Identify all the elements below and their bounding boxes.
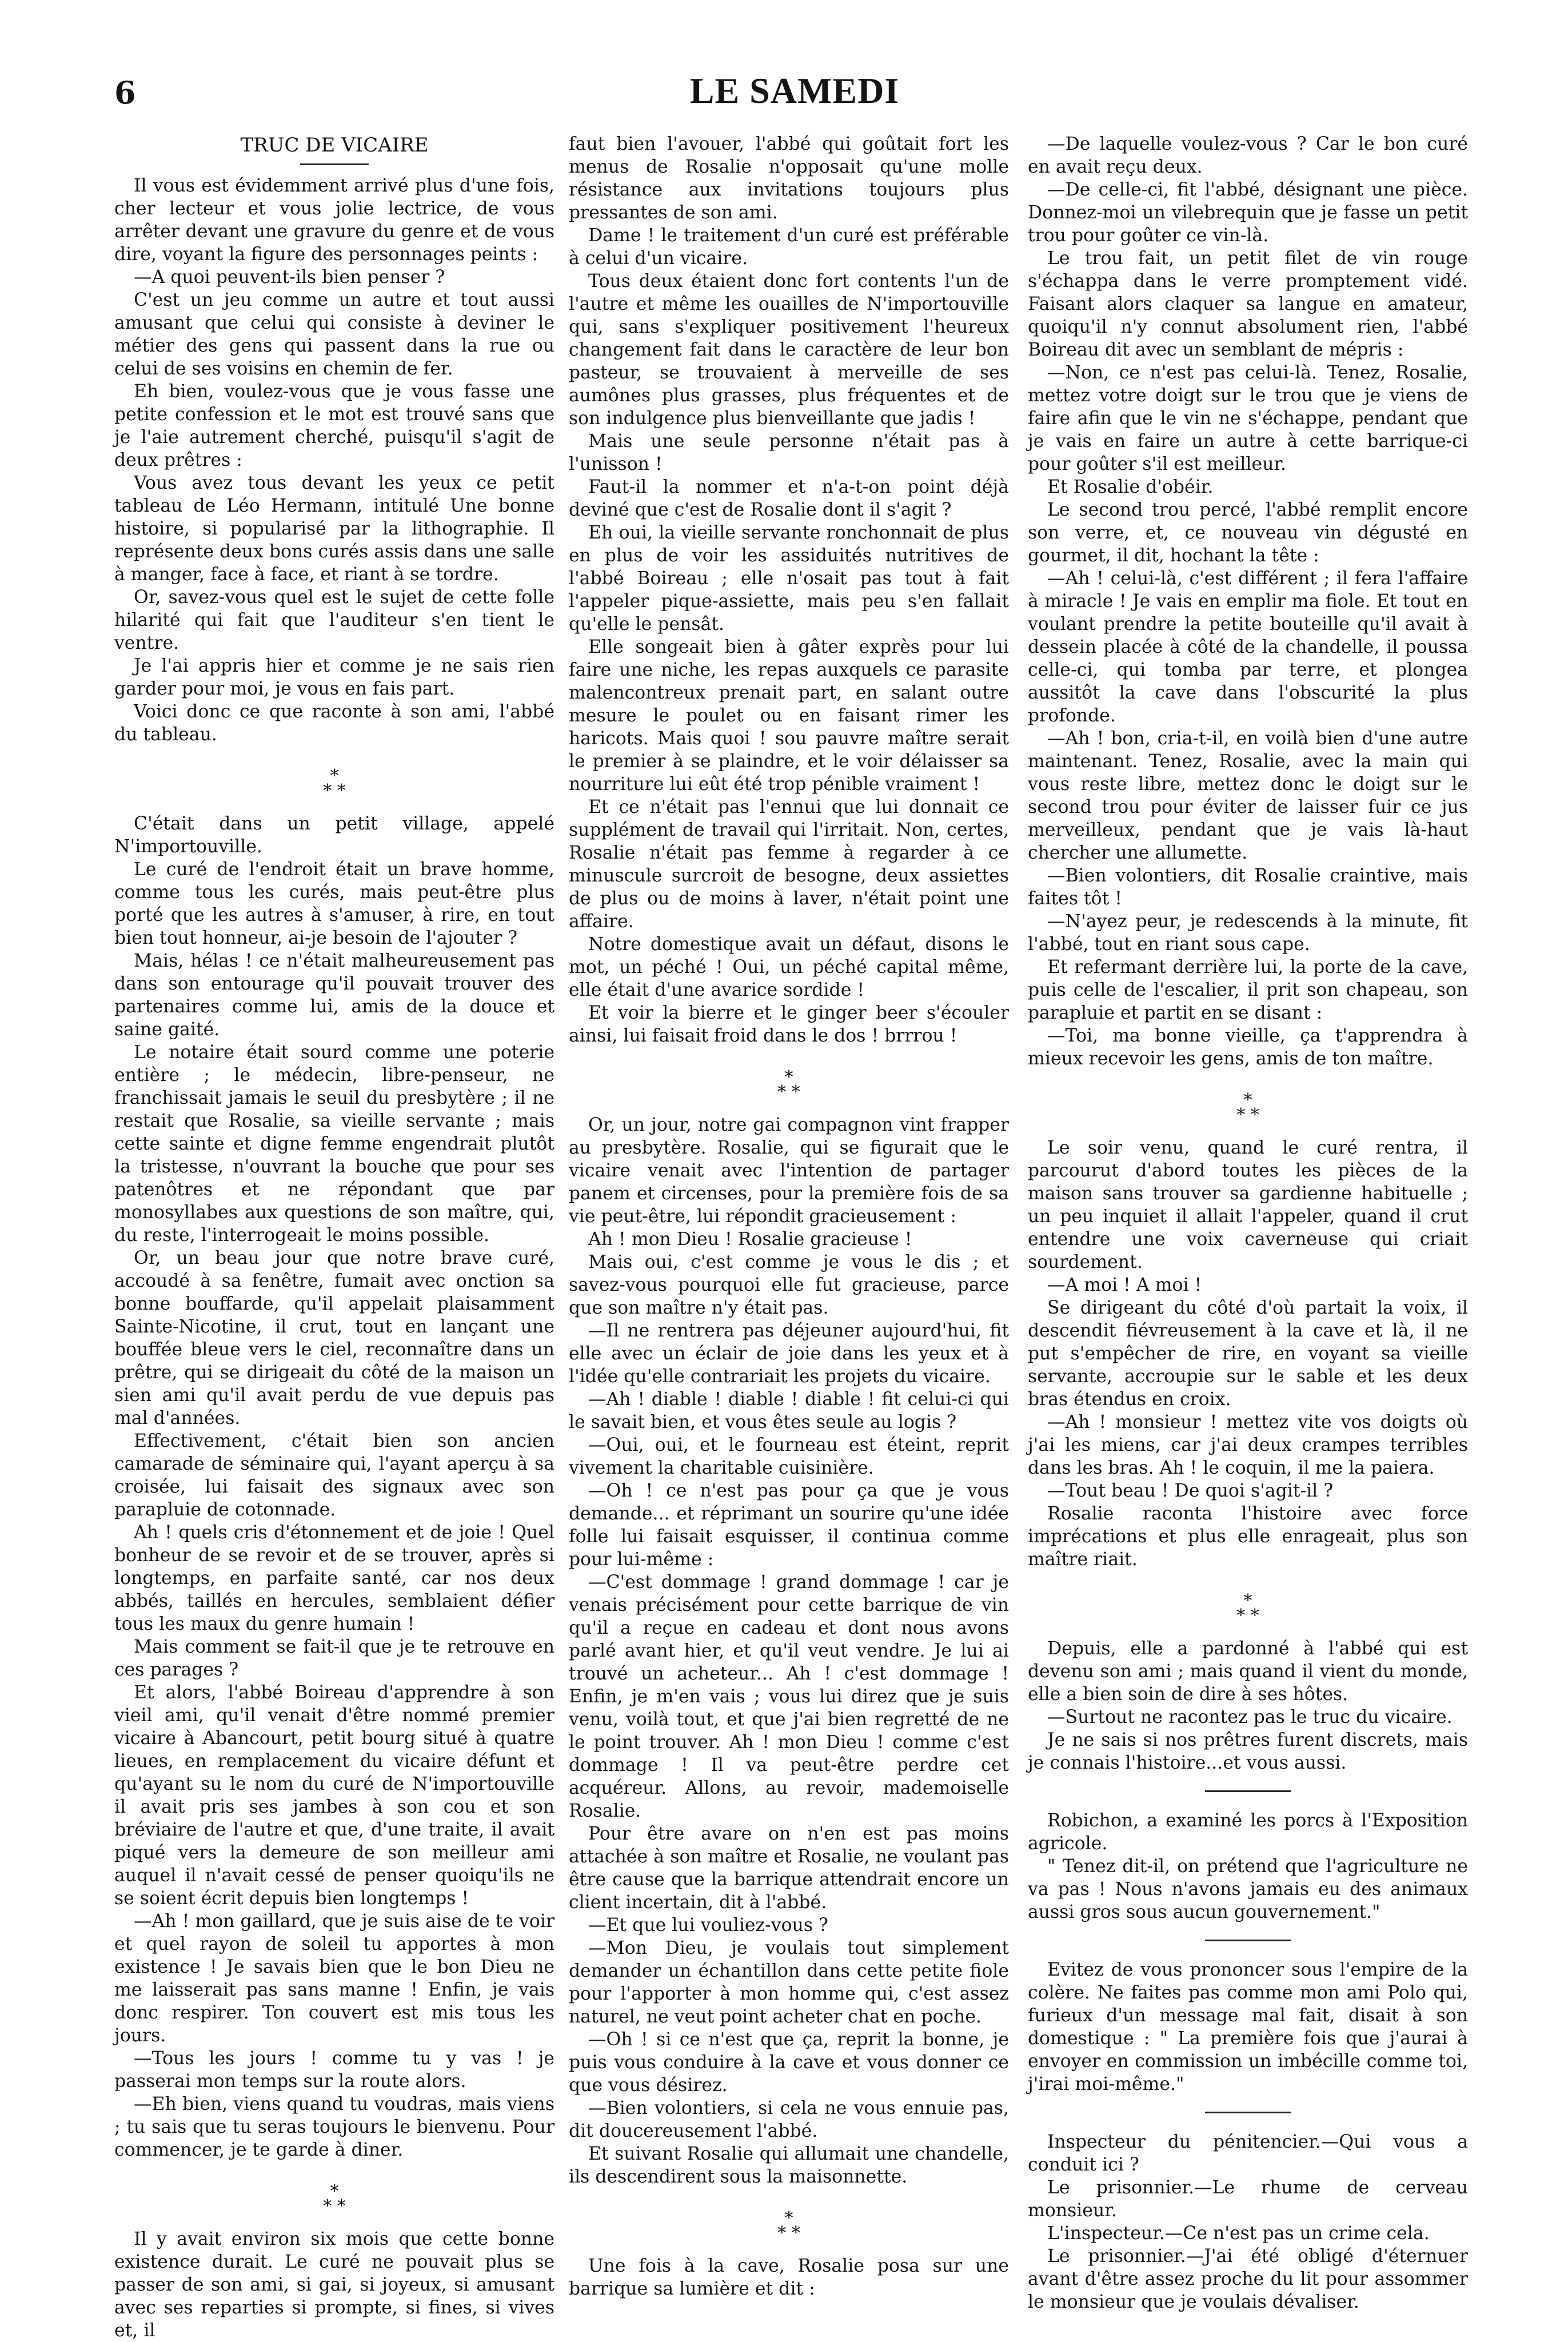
paragraph: Je l'ai appris hier et comme je ne sais rien garder pour moi, je vous en fais part. [114, 656, 554, 699]
paragraph: Se dirigeant du côté d'où partait la voix, il descendit fiévreusement à la cave et là, il ne put s'empêcher de rire, en voyant sa vieille servante, accroupie sur le sable et les deux bras étendus en croix. [1028, 1298, 1468, 1410]
paragraph: Evitez de vous prononcer sous l'empire de la colère. Ne faites pas comme mon ami Polo qui, furieux d'un message mal fait, disait à son domestique : " La première fois que j'aurai à envoyer en commission un imbécille comme toi, j'irai moi-même." [1028, 1960, 1468, 2094]
paragraph: " Tenez dit-il, on prétend que l'agriculture ne va pas ! Nous n'avons jamais eu des animaux aussi gros sous aucun gouvernement." [1028, 1856, 1468, 1922]
paragraph: Voici donc ce que raconte à son ami, l'abbé du tableau. [114, 701, 554, 745]
paragraph: C'était dans un petit village, appelé N'importouville. [114, 813, 554, 857]
paragraph: Dame ! le traitement d'un curé est préférable à celui d'un vicaire. [569, 225, 1009, 269]
paragraph: —Oui, oui, et le fourneau est éteint, reprit vivement la charitable cuisinière. [569, 1435, 1009, 1478]
paragraph: —Tous les jours ! comme tu y vas ! je passerai mon temps sur la route alors. [114, 2048, 554, 2092]
paragraph: —Toi, ma bonne vieille, ça t'apprendra à mieux recevoir les gens, amis de ton maître. [1028, 1026, 1468, 1069]
paragraph: Or, savez-vous quel est le sujet de cette folle hilarité qui fait que l'auditeur s'en tient le ventre. [114, 587, 554, 653]
paragraph: Et ce n'était pas l'ennui que lui donnait ce supplément de travail qui l'irritait. Non, certes, Rosalie n'était pas femme à regarder à ce minuscule surcroit de besogne, deux assiettes de plus ou de moins à laver, n'était point une affaire. [569, 797, 1009, 932]
column-3 [1028, 133, 1468, 2312]
paragraph: —Non, ce n'est pas celui-là. Tenez, Rosalie, mettez votre doigt sur le trou que je viens de faire afin que le vin ne s'échappe, pendant que je vais en faire un autre à cette barrique-ci pour goûter s'il est meilleur. [1028, 362, 1468, 474]
paragraph: Le prisonnier.—J'ai été obligé d'éternuer avant d'être assez proche du lit pour assommer le monsieur que je voulais dévaliser. [1028, 2246, 1468, 2312]
paragraph: —Ah ! celui-là, c'est différent ; il fera l'affaire à miracle ! Je vais en emplir ma fiole. Et tout en voulant prendre la petite bouteille qu'il avait à dessein placée à côté de la chandelle, il poussa celle-ci, qui tomba par terre, et plongea aussitôt la cave dans l'obscurité la plus profonde. [1028, 568, 1468, 726]
section-asterism: * * * [777, 2208, 800, 2243]
paragraph: Le second trou percé, l'abbé remplit encore son verre, et, ce nouveau vin dégusté en gourmet, il dit, hochant la tête : [1028, 500, 1468, 566]
paragraph: Rosalie raconta l'histoire avec force imprécations et plus elle enrageait, plus son maître riait. [1028, 1503, 1468, 1570]
section-asterism: * * * [1236, 1591, 1259, 1626]
paragraph: Or, un beau jour que notre brave curé, accoudé à sa fenêtre, fumait avec onction sa bonne bouffarde, qu'il appelait plaisamment Sainte-Nicotine, il crut, tout en lançant une bouffée bleue vers le ciel, reconnaître dans un prêtre, qui se dirigeait du côté de la maison un sien ami qu'il avait perdu de vue depuis pas mal d'années. [114, 1248, 554, 1429]
section-rule [1205, 1940, 1291, 1941]
paragraph: Le notaire était sourd comme une poterie entière ; le médecin, libre-penseur, ne franchissait jamais le seuil du presbytère ; il ne restait que Rosalie, sa vieille servante ; mais cette sainte et digne femme engendrait plutôt la tristesse, n'ouvrant la bouche que pour ses patenôtres et ne répondant que par monosyllabes aux questions de son maître, qui, du reste, l'interrogeait le moins possible. [114, 1042, 554, 1246]
paragraph: —Ah ! diable ! diable ! diable ! fit celui-ci qui le savait bien, et vous êtes seule au logis ? [569, 1389, 1009, 1433]
paragraph: Mais une seule personne n'était pas à l'unisson ! [569, 431, 1009, 474]
paragraph: Notre domestique avait un défaut, disons le mot, un péché ! Oui, un péché capital même, elle était d'une avarice sordide ! [569, 934, 1009, 1000]
paragraph: —De laquelle voulez-vous ? Car le bon curé en avait reçu deux. [1028, 134, 1468, 177]
paragraph: —Mon Dieu, je voulais tout simplement demander un échantillon dans cette petite fiole pour l'apporter à mon homme qui, c'est assez naturel, ne veut point acheter chat en poche. [569, 1938, 1009, 2027]
paragraph: Le soir venu, quand le curé rentra, il parcourut d'abord toutes les pièces de la maison sans trouver sa gardienne habituelle ; un peu inquiet il allait l'appeler, quand il crut entendre une voix caverneuse qui criait sourdement. [1028, 1138, 1468, 1272]
paragraph: Eh bien, voulez-vous que je vous fasse une petite confession et le mot est trouvé sans que je l'aie autrement cherché, puisqu'il s'agit de deux prêtres : [114, 381, 554, 470]
paragraph: Elle songeait bien à gâter exprès pour lui faire une niche, les repas auxquels ce parasite malencontreux prenait part, en salant outre mesure le poulet ou en faisant rimer les haricots. Mais quoi ! sou pauvre maître serait le premier à se plaindre, et le voir délaisser sa nourriture lui eût été trop pénible vraiment ! [569, 637, 1009, 795]
paragraph: —Ah ! monsieur ! mettez vite vos doigts où j'ai les miens, car j'ai deux crampes terribles dans les bras. Ah ! le coquin, il me la paiera. [1028, 1412, 1468, 1478]
page-number: 6 [114, 74, 136, 111]
section-rule [1205, 2112, 1291, 2113]
paragraph: —Oh ! ce n'est pas pour ça que je vous demande... et réprimant un sourire qu'une idée folle lui faisait esquisser, il continua comme pour lui-même : [569, 1481, 1009, 1570]
column-2 [569, 133, 1009, 2299]
masthead: LE SAMEDI [689, 70, 900, 111]
section-asterism: * * * [777, 1067, 800, 1102]
paragraph: Le curé de l'endroit était un brave homme, comme tous les curés, mais peut-être plus porté que les autres à s'amuser, à rire, en tout bien tout honneur, ai-je besoin de l'ajouter ? [114, 859, 554, 948]
paragraph: Et suivant Rosalie qui allumait une chandelle, ils descendirent sous la maisonnette. [569, 2144, 1009, 2187]
paragraph: Le prisonnier.—Le rhume de cerveau monsieur. [1028, 2177, 1468, 2221]
paragraph: Mais oui, c'est comme je vous le dis ; et savez-vous pourquoi elle fut gracieuse, parce que son maître n'y était pas. [569, 1252, 1009, 1318]
paragraph: Robichon, a examiné les porcs à l'Exposition agricole. [1028, 1810, 1468, 1854]
paragraph: Et voir la bierre et le ginger beer s'écouler ainsi, lui faisait froid dans le dos ! brrrou ! [569, 1003, 1009, 1046]
section-rule [1205, 1790, 1291, 1792]
paragraph: —Et que lui vouliez-vous ? [588, 1915, 828, 1936]
paragraph: Il vous est évidemment arrivé plus d'une fois, cher lecteur et vous jolie lectrice, de vous arrêter devant une gravure du genre et de vous dire, voyant la figure des personnages peints : [114, 175, 554, 265]
paragraph: —Ah ! bon, cria-t-il, en voilà bien d'une autre maintenant. Tenez, Rosalie, avec la main qui vous reste libre, mettez donc le doigt sur le second trou pour éviter de laisser fuir ce jus merveilleux, pendant que je vais là-haut chercher une allumette. [1028, 728, 1468, 863]
paragraph: Mais, hélas ! ce n'était malheureusement pas dans son entourage qu'il pouvait trouver des partenaires comme lui, amis de la douce et saine gaité. [114, 951, 554, 1040]
paragraph: L'inspecteur.—Ce n'est pas un crime cela. [1047, 2223, 1430, 2244]
paragraph: Vous avez tous devant les yeux ce petit tableau de Léo Hermann, intitulé Une bonne histoire, si popularisé par la lithographie. Il représente deux bons curés assis dans une salle à manger, face à face, et riant à se tordre. [114, 473, 554, 585]
paragraph: Or, un jour, notre gai compagnon vint frapper au presbytère. Rosalie, qui se figurait que le vicaire venait avec l'intention de partager panem et circenses, pour la première fois de sa vie peut-être, lui répondit gracieusement : [569, 1115, 1009, 1227]
paragraph: —De celle-ci, fit l'abbé, désignant une pièce. Donnez-moi un vilebrequin que je fasse un petit trou pour goûter ce vin-là. [1028, 179, 1468, 246]
paragraph: C'est un jeu comme un autre et tout aussi amusant que celui qui consiste à deviner le métier des gens qui passent dans la rue ou celui de ses voisins en chemin de fer. [114, 290, 554, 379]
paragraph: Mais comment se fait-il que je te retrouve en ces parages ? [114, 1637, 554, 1680]
paragraph: Il y avait environ six mois que cette bonne existence durait. Le curé ne pouvait plus se passer de son ami, si gai, si joyeux, si amusant avec ses reparties si prompte, si fines, si vives et, il [114, 2229, 554, 2341]
paragraph: —N'ayez peur, je redescends à la minute, fit l'abbé, tout en riant sous cape. [1028, 911, 1468, 955]
paragraph: Et alors, l'abbé Boireau d'apprendre à son vieil ami, qu'il venait d'être nommé premier vicaire à Abancourt, petit bourg situé à quatre lieues, en remplacement du vicaire défunt et qu'ayant su le nom du curé de N'importouville il avait pris ses jambes à son cou et son bréviaire de l'autre et que, d'une traite, il avait piqué vers la demeure de son meilleur ami auquel il n'avait cessé de penser quoiqu'ils ne se soient écrit depuis bien longtemps ! [114, 1682, 554, 1909]
paragraph: faut bien l'avouer, l'abbé qui goûtait fort les menus de Rosalie n'opposait qu'une molle résistance aux invitations toujours plus pressantes de son ami. [569, 134, 1009, 223]
section-asterism: * * * [323, 2181, 346, 2216]
paragraph: Le trou fait, un petit filet de vin rouge s'échappa dans le verre promptement vidé. Faisant alors claquer sa langue en amateur, quoiqu'il n'y connut absolument rien, l'abbé Boireau dit avec un semblant de mépris : [1028, 248, 1468, 360]
paragraph: —Oh ! si ce n'est que ça, reprit la bonne, je puis vous conduire à la cave et vous donner ce que vous désirez. [569, 2029, 1009, 2096]
paragraph: —Eh bien, viens quand tu voudras, mais viens ; tu sais que tu seras toujours le bienvenu. Pour commencer, je te garde à diner. [114, 2094, 554, 2160]
paragraph: Eh oui, la vieille servante ronchonnait de plus en plus de voir les assiduités nutritives de l'abbé Boireau ; elle n'osait pas tout à fait l'appeler pique-assiette, mais peu s'en fallait qu'elle le pensât. [569, 522, 1009, 635]
paragraph: Ah ! quels cris d'étonnement et de joie ! Quel bonheur de se revoir et de se trouver, après si longtemps, en parfaite santé, car nos deux abbés, taillés en hercules, semblaient défier tous les maux du genre humain ! [114, 1522, 554, 1634]
paragraph: —Il ne rentrera pas déjeuner aujourd'hui, fit elle avec un éclair de joie dans les yeux et à l'idée qu'elle contrariait les projets du vicaire. [569, 1320, 1009, 1387]
paragraph: Je ne sais si nos prêtres furent discrets, mais je connais l'histoire...et vous aussi. [1028, 1730, 1468, 1773]
paragraph: Pour être avare on n'en est pas moins attachée à son maître et Rosalie, ne voulant pas être cause que la barrique attendrait encore un client incertain, dit à l'abbé. [569, 1824, 1009, 1913]
paragraph: Faut-il la nommer et n'a-t-on point déjà deviné que c'est de Rosalie dont il s'agit ? [569, 477, 1009, 520]
column-1 [114, 133, 554, 2341]
paragraph: Et refermant derrière lui, la porte de la cave, puis celle de l'escalier, il prit son chapeau, son parapluie et partit en se disant : [1028, 957, 1468, 1023]
section-asterism: * * * [1236, 1090, 1259, 1125]
paragraph: Depuis, elle a pardonné à l'abbé qui est devenu son ami ; mais quand il vient du monde, elle a bien soin de dire à ses hôtes. [1028, 1638, 1468, 1705]
paragraph: —Surtout ne racontez pas le truc du vicaire. [1047, 1707, 1453, 1727]
paragraph: —Bien volontiers, dit Rosalie craintive, mais faites tôt ! [1028, 865, 1468, 909]
paragraph: —Bien volontiers, si cela ne vous ennuie pas, dit doucereusement l'abbé. [569, 2098, 1009, 2141]
page-header [114, 70, 1475, 126]
paragraph: Ah ! mon Dieu ! Rosalie gracieuse ! [588, 1229, 912, 1250]
paragraph: Effectivement, c'était bien son ancien camarade de séminaire qui, l'ayant aperçu à sa croisée, lui faisait des signaux avec son parapluie de cotonnade. [114, 1431, 554, 1520]
article-title: TRUC DE VICAIRE [240, 134, 429, 157]
paragraph: Tous deux étaient donc fort contents l'un de l'autre et même les ouailles de N'importouville qui, sans s'expliquer positivement l'heureux changement fait dans le caractère de leur bon pasteur, se trouvaient à merveille de ses aumônes plus grasses, plus fréquentes et de son indulgence plus bienveillante que jadis ! [569, 271, 1009, 429]
paragraph: —Ah ! mon gaillard, que je suis aise de te voir et quel rayon de soleil tu apportes à mon existence ! Je savais bien que le bon Dieu ne me laisserait pas sans manne ! Enfin, je vais donc respirer. Ton couvert est mis tous les jours. [114, 1911, 554, 2046]
paragraph: —A moi ! A moi ! [1047, 1275, 1202, 1295]
paragraph: Une fois à la cave, Rosalie posa sur une barrique sa lumière et dit : [569, 2256, 1009, 2299]
title-rule [300, 163, 369, 165]
paragraph: Inspecteur du pénitencier.—Qui vous a conduit ici ? [1028, 2132, 1468, 2175]
paragraph: —A quoi peuvent-ils bien penser ? [134, 267, 445, 288]
section-asterism: * * * [323, 766, 346, 801]
paragraph: —Tout beau ! De quoi s'agit-il ? [1047, 1481, 1334, 1501]
paragraph: Et Rosalie d'obéir. [1047, 477, 1214, 497]
paragraph: —C'est dommage ! grand dommage ! car je venais précisément pour cette barrique de vin qu'il a reçue en cadeau et dont nous avons parlé avant hier, et qu'il veut vendre. Je lui ai trouvé un acheteur... Ah ! c'est dommage ! Enfin, je m'en vais ; vous lui direz que je suis venu, voilà tout, et que j'ai bien regretté de ne le point trouver. Ah ! mon Dieu ! comme c'est dommage ! Il va peut-être perdre cet acquéreur. Allons, au revoir, mademoiselle Rosalie. [569, 1572, 1009, 1821]
